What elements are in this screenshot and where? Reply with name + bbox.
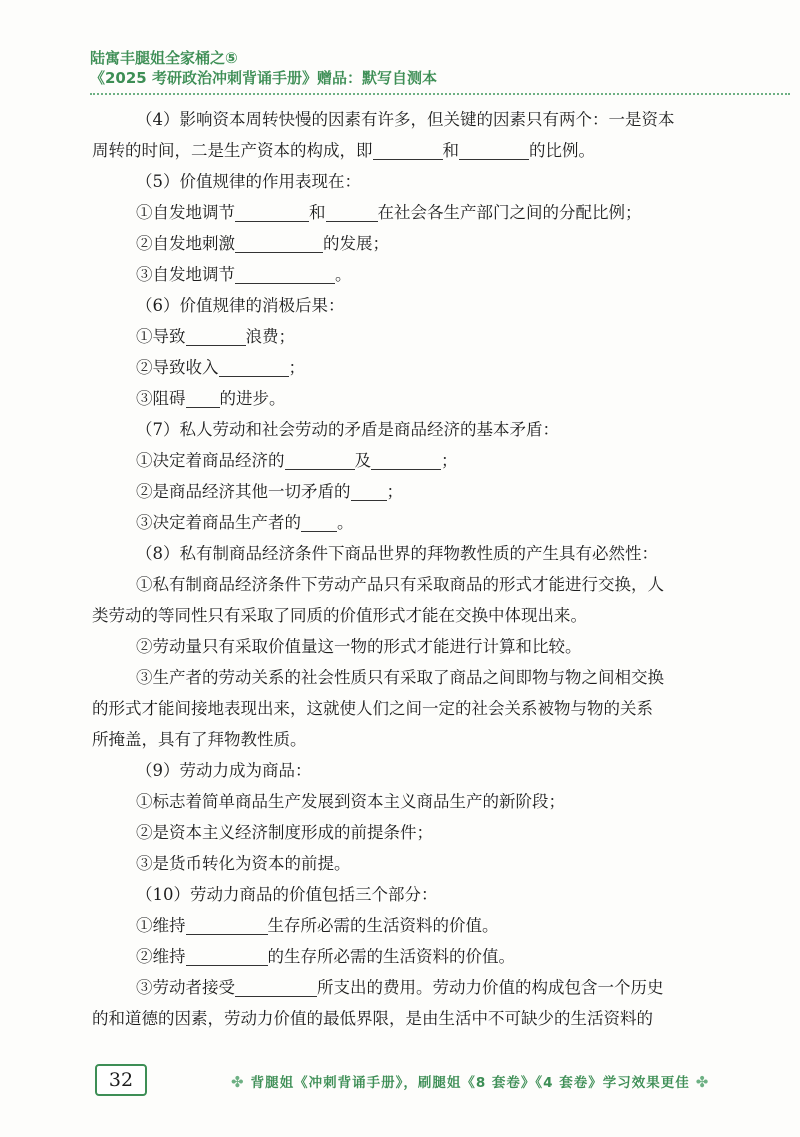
footer-note — [225, 1071, 715, 1091]
fill-blank[interactable] — [351, 478, 387, 501]
text-line: ②是资本主义经济制度形成的前提条件； — [136, 823, 433, 842]
text-line: ②劳动量只有采取价值量这一物的形式才能进行计算和比较。 — [136, 637, 582, 656]
text-line: （4）影响资本周转快慢的因素有许多，但关键的因素只有两个：一是资本 — [136, 110, 675, 129]
text-line: 类劳动的等同性只有采取了同质的价值形式才能在交换中体现出来。 — [92, 606, 587, 625]
text-line: ③自发地调节 。 — [92, 259, 732, 290]
text-line: ②是商品经济其他一切矛盾的 ； — [92, 476, 732, 507]
text-line: ①标志着简单商品生产发展到资本主义商品生产的新阶段； — [136, 792, 565, 811]
text-line: （10）劳动力商品的价值包括三个部分： — [136, 885, 438, 904]
header-dotted-divider — [90, 93, 790, 95]
clover-icon: ✤ — [695, 1073, 710, 1091]
text-line: （9）劳动力成为商品： — [136, 761, 312, 780]
text-line: （6）价值规律的消极后果： — [136, 296, 345, 315]
text-line: ①自发地调节 和 在社会各生产部门之间的分配比例； — [92, 197, 732, 228]
page-number: 32 — [95, 1064, 147, 1096]
text-line: （5）价值规律的作用表现在： — [136, 172, 361, 191]
fill-blank[interactable] — [459, 137, 529, 160]
fill-blank[interactable] — [186, 943, 268, 966]
text-line: 的和道德的因素，劳动力价值的最低界限，是由生活中不可缺少的生活资料的 — [92, 1009, 653, 1028]
text-line: 的形式才能间接地表现出来，这就使人们之间一定的社会关系被物与物的关系 — [92, 699, 653, 718]
running-header — [90, 48, 750, 88]
text-line: ①私有制商品经济条件下劳动产品只有采取商品的形式才能进行交换，人 — [136, 575, 664, 594]
text-line: ②维持 的生存所必需的生活资料的价值。 — [92, 941, 732, 972]
text-line: （8）私有制商品经济条件下商品世界的拜物教性质的产生具有必然性： — [136, 544, 658, 563]
fill-blank[interactable] — [186, 912, 268, 935]
text-line: ③决定着商品生产者的 。 — [92, 507, 732, 538]
fill-blank[interactable] — [301, 509, 337, 532]
text-line: ③阻碍 的进步。 — [92, 383, 732, 414]
fill-blank[interactable] — [235, 261, 335, 284]
fill-blank[interactable] — [235, 230, 323, 253]
fill-blank[interactable] — [371, 447, 441, 470]
footer-note-text: 背腿姐《冲刺背诵手册》，刷腿姐《8 套卷》《4 套卷》学习效果更佳 — [250, 1075, 690, 1091]
text-line: 周转的时间，二是生产资本的构成，即 和 的比例。 — [92, 135, 732, 166]
text-line: ①维持 生存所必需的生活资料的价值。 — [92, 910, 732, 941]
text-line: ③生产者的劳动关系的社会性质只有采取了商品之间即物与物之间相交换 — [136, 668, 664, 687]
page-footer — [95, 1062, 735, 1098]
header-book-title: 《2025 考研政治冲刺背诵手册》赠品：默写自测本 — [90, 69, 437, 87]
clover-icon: ✤ — [231, 1073, 245, 1091]
fill-blank[interactable] — [186, 385, 220, 408]
text-line: 所掩盖，具有了拜物教性质。 — [92, 730, 307, 749]
text-line: ②自发地刺激 的发展； — [92, 228, 732, 259]
text-line: ②导致收入 ； — [92, 352, 732, 383]
page-body — [92, 104, 732, 1034]
fill-blank[interactable] — [285, 447, 355, 470]
fill-blank[interactable] — [219, 354, 289, 377]
fill-blank[interactable] — [235, 199, 309, 222]
fill-blank[interactable] — [235, 974, 317, 997]
header-series-title: 陆寓丰腿姐全家桶之⑤ — [90, 49, 238, 67]
fill-blank[interactable] — [186, 323, 246, 346]
text-line: （7）私人劳动和社会劳动的矛盾是商品经济的基本矛盾： — [136, 420, 559, 439]
fill-blank[interactable] — [373, 137, 443, 160]
text-line: ①导致 浪费； — [92, 321, 732, 352]
text-line: ①决定着商品经济的 及 ； — [92, 445, 732, 476]
text-line: ③是货币转化为资本的前提。 — [136, 854, 351, 873]
fill-blank[interactable] — [326, 199, 378, 222]
text-line: ③劳动者接受 所支出的费用。劳动力价值的构成包含一个历史 — [92, 972, 732, 1003]
